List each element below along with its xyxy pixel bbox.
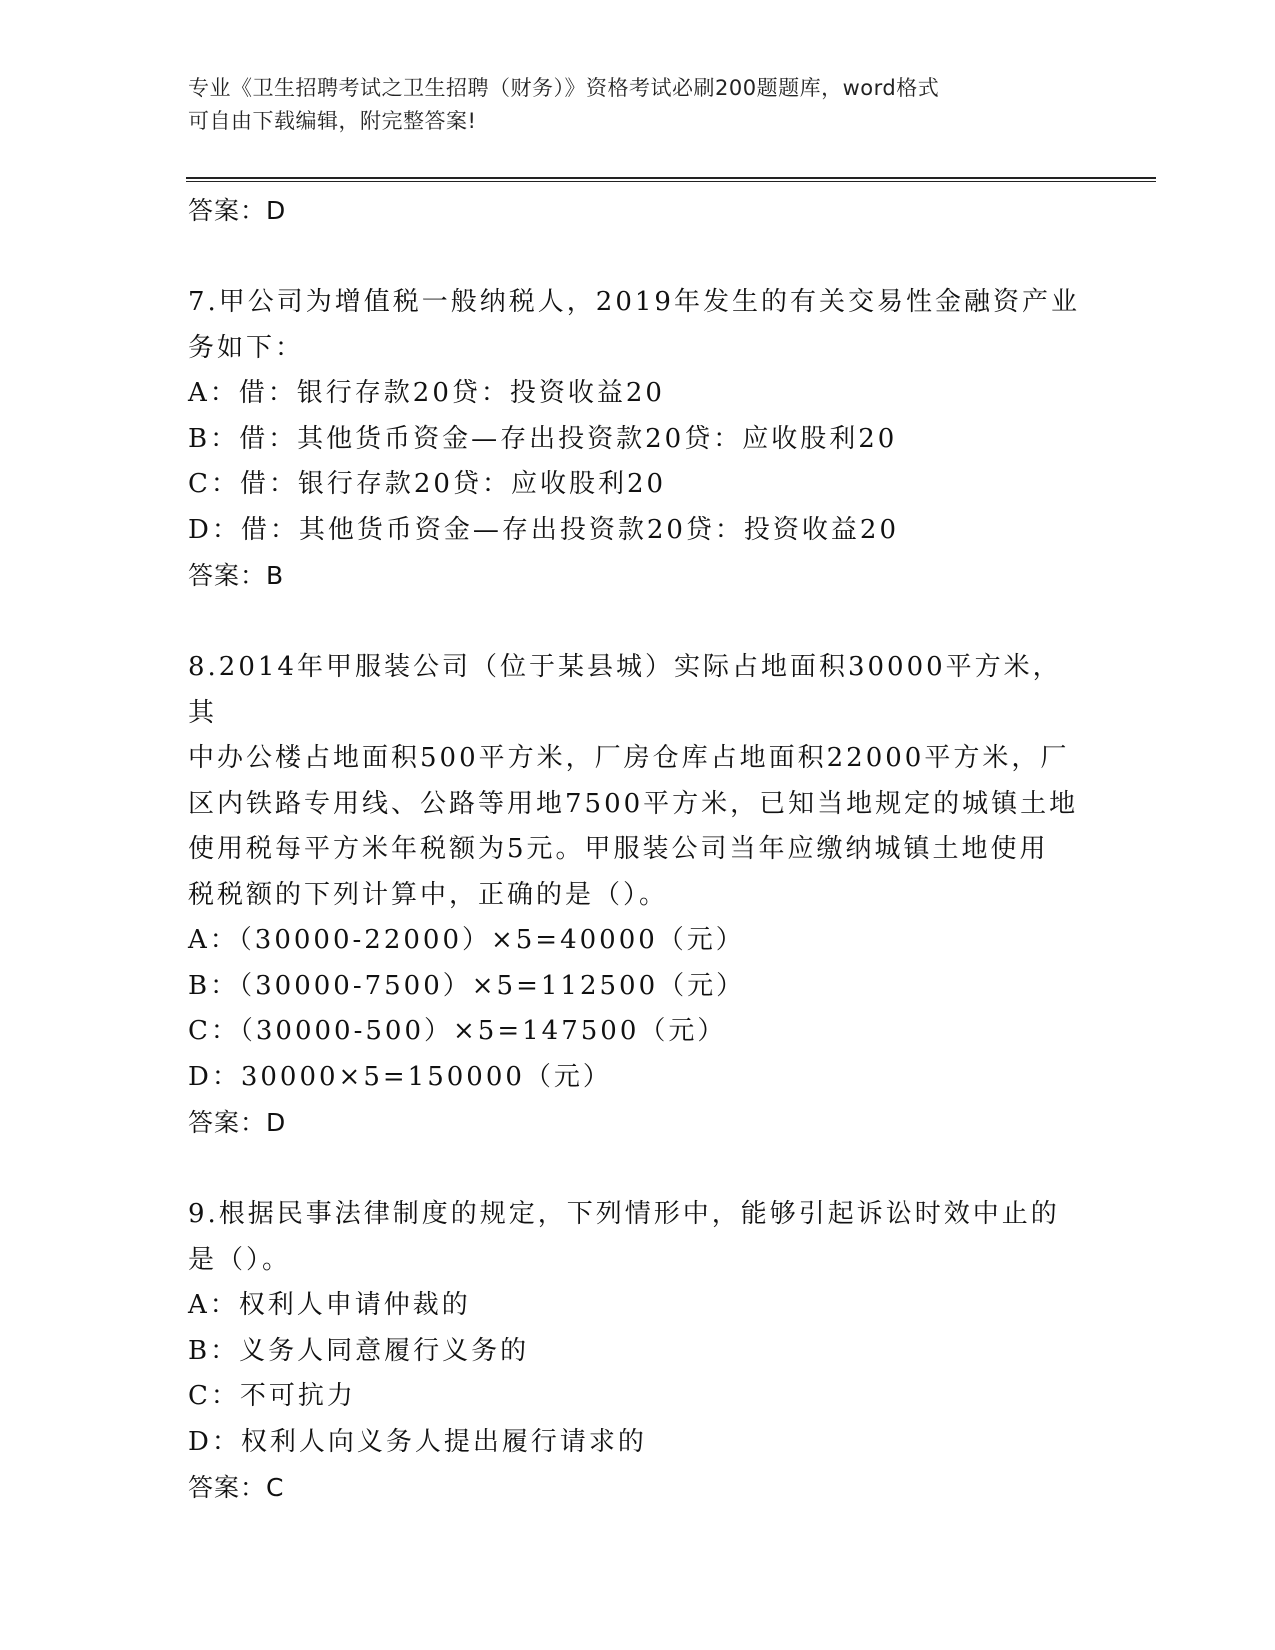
option-b: B：（30000-7500）×5=112500（元） xyxy=(188,970,746,1001)
header-line-2: 可自由下载编辑，附完整答案! xyxy=(188,109,477,133)
answer: 答案：C xyxy=(188,1473,285,1502)
option-c: C：不可抗力 xyxy=(188,1381,356,1411)
answer: 答案：B xyxy=(188,561,285,590)
spacer xyxy=(188,1146,1088,1192)
stem-line: 9.根据民事法律制度的规定，下列情形中，能够引起诉讼时效中止的 xyxy=(188,1199,1060,1229)
stem-line: 中办公楼占地面积500平方米，厂房仓库占地面积22000平方米，厂 xyxy=(188,743,1070,773)
option-a: A：借：银行存款20贷：投资收益20 xyxy=(188,378,665,408)
question-stem xyxy=(188,1192,1088,1283)
question-stem xyxy=(188,645,1088,918)
stem-line: 是（）。 xyxy=(188,1244,292,1275)
header-divider xyxy=(186,177,1156,182)
spacer xyxy=(188,599,1088,645)
answer: 答案：D xyxy=(188,1108,287,1137)
question-list xyxy=(188,188,1088,1511)
stem-line: 7.甲公司为增值税一般纳税人，2019年发生的有关交易性金融资产业 xyxy=(188,287,1080,317)
option-d: D：借：其他货币资金—存出投资款20贷：投资收益20 xyxy=(188,514,900,545)
previous-answer: 答案：D xyxy=(188,196,287,225)
stem-line: 使用税每平方米年税额为5元。甲服装公司当年应缴纳城镇土地使用 xyxy=(188,834,1049,864)
option-b: B：义务人同意履行义务的 xyxy=(188,1335,530,1366)
option-a: A：权利人申请仲裁的 xyxy=(188,1290,471,1320)
option-c: C：（30000-500）×5=147500（元） xyxy=(188,1016,727,1046)
question-stem xyxy=(188,280,1088,371)
stem-line: 务如下： xyxy=(188,332,305,363)
option-d: D：30000×5=150000（元） xyxy=(188,1061,612,1092)
stem-line: 8.2014年甲服装公司（位于某县城）实际占地面积30000平方米，其 xyxy=(188,652,1062,728)
option-d: D：权利人向义务人提出履行请求的 xyxy=(188,1426,647,1457)
option-a: A：（30000-22000）×5=40000（元） xyxy=(188,925,745,955)
question-7 xyxy=(188,280,1088,599)
option-c: C：借：银行存款20贷：应收股利20 xyxy=(188,469,667,499)
option-b: B：借：其他货币资金—存出投资款20贷：应收股利20 xyxy=(188,423,898,454)
question-9 xyxy=(188,1192,1088,1511)
question-8 xyxy=(188,645,1088,1146)
spacer xyxy=(188,234,1088,280)
document-header xyxy=(188,72,1088,138)
stem-line: 区内铁路专用线、公路等用地7500平方米，已知当地规定的城镇土地 xyxy=(188,788,1079,819)
stem-line: 税税额的下列计算中，正确的是（）。 xyxy=(188,879,669,910)
header-line-1: 专业《卫生招聘考试之卫生招聘（财务）》资格考试必刷200题题库，word格式 xyxy=(188,76,940,100)
